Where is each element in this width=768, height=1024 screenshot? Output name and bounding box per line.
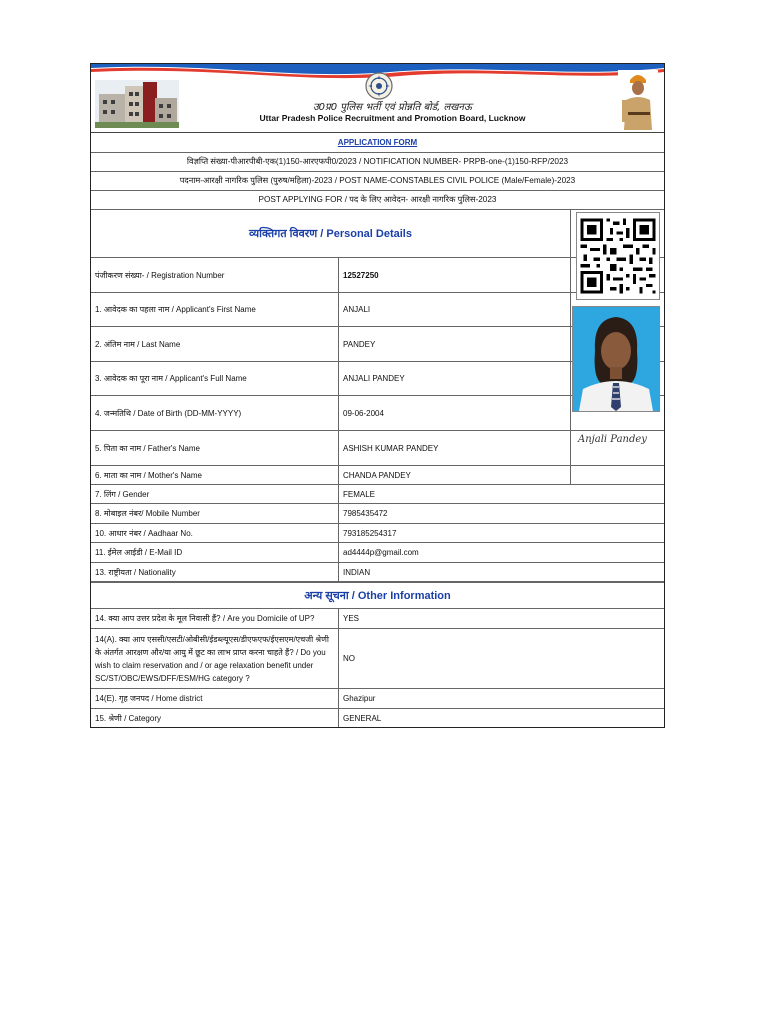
- field-label: 5. पिता का नाम / Father's Name: [91, 431, 339, 465]
- applicant-photo: [572, 306, 660, 412]
- domicile-value: YES: [343, 614, 360, 623]
- full-name-value: ANJALI PANDEY: [339, 362, 571, 395]
- application-form-sheet: [90, 63, 665, 728]
- up-police-emblem-icon: [365, 72, 393, 100]
- father-name-value: ASHISH KUMAR PANDEY: [339, 431, 571, 465]
- field-label: 14(E). गृह जनपद / Home district: [91, 689, 339, 708]
- field-label: 10. आधार नंबर / Aadhaar No.: [91, 524, 339, 542]
- home-district-value: Ghazipur: [343, 694, 376, 703]
- field-label: 2. अंतिम नाम / Last Name: [91, 327, 339, 361]
- aadhaar-value: 793185254317: [343, 528, 397, 538]
- table-row: [91, 563, 664, 582]
- table-row: [91, 543, 664, 563]
- table-row: [91, 504, 664, 524]
- other-section-title: अन्य सूचना / Other Information: [304, 590, 451, 602]
- registration-number-value: 12527250: [339, 258, 571, 292]
- notification-number: विज्ञप्ति संख्या-पीआरपीबी-एक(1)150-आरएफपी0/2023 / NOTIFICATION NUMBER- PRPB-one-(1)150-RFP/2023: [91, 153, 664, 172]
- table-row: [91, 485, 664, 504]
- signature-text: Anjali Pandey: [578, 434, 647, 445]
- org-name-english: Uttar Pradesh Police Recruitment and Promotion Board, Lucknow: [259, 113, 526, 123]
- first-name-value: ANJALI: [339, 293, 571, 326]
- dob-value: 09-06-2004: [339, 396, 571, 430]
- table-row: [91, 524, 664, 543]
- table-row: [91, 466, 664, 485]
- last-name-value: PANDEY: [339, 327, 571, 361]
- field-label: 14. क्या आप उत्तर प्रदेश के मूल निवासी हैं? / Are you Domicile of UP?: [91, 609, 339, 628]
- table-row: [91, 609, 664, 629]
- mobile-number-value: 7985435472: [343, 509, 388, 518]
- field-label: पंजीकरण संख्या- / Registration Number: [91, 258, 339, 292]
- gender-value: FEMALE: [343, 489, 376, 499]
- mother-name-value: CHANDA PANDEY: [339, 466, 571, 484]
- nationality-value: INDIAN: [343, 567, 371, 577]
- email-value: ad4444p@gmail.com: [343, 548, 419, 557]
- field-label: 3. आवेदक का पूरा नाम / Applicant's Full Name: [91, 362, 339, 395]
- applicant-signature: [574, 420, 660, 454]
- field-label: 13. राष्ट्रीयता / Nationality: [91, 563, 339, 581]
- field-label: 14(A). क्या आप एससी/एसटी/ओबीसी/ईडब्ल्यूएस/डीएफएफ/ईएसएम/एचजी श्रेणी के अंतर्गत आरक्षण और/या आयु में छूट का लाभ प्राप्त करना चाहते हैं? / Do you wish to claim reservation and / or age relaxation benefit under SC/ST/OBC/EWS/DFF/ESM/HG category ?: [91, 629, 339, 688]
- table-row: [91, 629, 664, 689]
- field-label: 15. श्रेणी / Category: [91, 709, 339, 727]
- field-label: 7. लिंग / Gender: [91, 485, 339, 503]
- post-applying-for: POST APPLYING FOR / पद के लिए आवेदन- आरक्षी नागरिक पुलिस-2023: [91, 191, 664, 210]
- form-title: APPLICATION FORM: [91, 133, 664, 153]
- field-label: 6. माता का नाम / Mother's Name: [91, 466, 339, 484]
- other-section-header-row: [91, 583, 664, 609]
- org-name-hindi: उ0प्र0 पुलिस भर्ती एवं प्रोन्नति बोर्ड, लखनऊ: [313, 102, 472, 113]
- table-row: [91, 709, 664, 727]
- police-officer-image: [618, 70, 658, 130]
- field-label: 1. आवेदक का पहला नाम / Applicant's First Name: [91, 293, 339, 326]
- post-name: पदनाम-आरक्षी नागरिक पुलिस (पुरुष/महिला)-2023 / POST NAME-CONSTABLES CIVIL POLICE (Male/Female)-2023: [91, 172, 664, 191]
- field-label: 11. ईमेल आईडी / E-Mail ID: [91, 543, 339, 562]
- table-row: [91, 689, 664, 709]
- personal-section-title: व्यक्तिगत विवरण / Personal Details: [91, 210, 571, 257]
- category-value: GENERAL: [343, 713, 382, 723]
- personal-details-grid: [91, 210, 664, 582]
- form-header: [91, 64, 664, 133]
- other-info-grid: [91, 582, 664, 727]
- reservation-claim-value: NO: [343, 654, 355, 663]
- qr-code-icon: [576, 212, 660, 300]
- field-label: 8. मोबाइल नंबर/ Mobile Number: [91, 504, 339, 523]
- field-label: 4. जन्मतिथि / Date of Birth (DD-MM-YYYY): [91, 396, 339, 430]
